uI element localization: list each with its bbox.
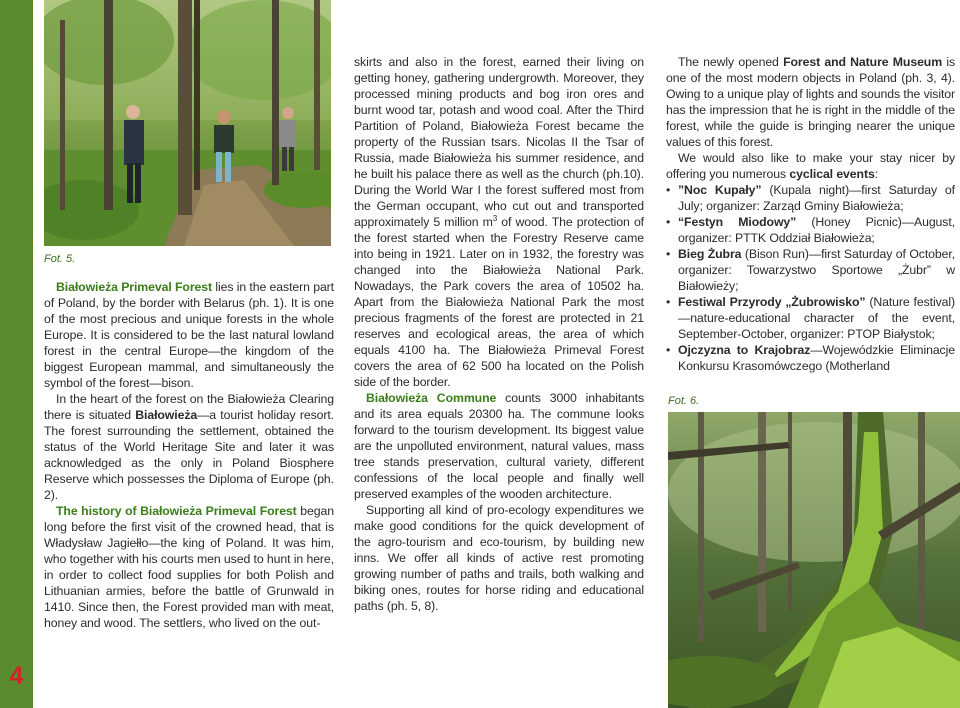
bullet-icon: • (666, 295, 671, 309)
event-details: (Nature festival)—nature-educational character of the event, September-October, organizer: PTOP Białystok; (678, 295, 955, 341)
history-continued-text-b: of wood. The protection of the forest started when the Forestry Reserve came into being in 1921. Later on in 1932, the forestry was changed into the Białowieża National Park. Nowadays, the Park covers the area of 10502 ha. Apart from the Białowieża National Park the most precious fragments of the forest are protected in 21 reserves and ecological areas, the area of which equals 4100 ha. The Białowieża Primeval Forest covers the area of 62 500 ha located on the Polish side of the border. (354, 215, 645, 389)
event-details: (Bison Run)—first Saturday of October, organizer: Towarzystwo Sportowe „Żubr” w Białowieży; (678, 247, 956, 293)
ecology-paragraph: Supporting all kind of pro-ecology expenditures we make good conditions for the quick development of the agro-tourism and eco-tourism, by building new inns. We offer all kinds of active rest promoting growing number of paths and trails, both walking and biking ones, routes for horse riding and educational paths (ph. 5, 8). (354, 503, 644, 613)
list-item (666, 342, 955, 374)
events-intro-text: We would also like to make your stay nicer by offering you numerous (666, 151, 955, 181)
bialowieza-paragraph (44, 391, 334, 503)
event-name: Bieg Żubra (678, 247, 742, 261)
list-item (666, 294, 955, 342)
event-details: (Kupala night)—first Saturday of July; organizer: Zarząd Gminy Białowieża; (678, 183, 955, 213)
events-colon: : (874, 167, 879, 181)
photo-caption-fot-6: Fot. 6. (668, 395, 700, 407)
history-text: began long before the first visit of the crowned head, that is Władysław Jagiełło—the king of Poland. It was him, who together with his courts men used to hunt in here, in order to collect food supplies for both Polish and Lithuanian armies, before the battle of Grunwald in 1410. Since then, the Forest provided man with meat, honey and wood. The settlers, who lived on the out- (44, 504, 334, 630)
event-details: —Wojewódzkie Eliminacje Konkursu Krasomówczego (Motherland (678, 343, 955, 373)
events-intro-paragraph (666, 150, 955, 182)
event-name: “Festyn Miodowy” (678, 215, 797, 229)
museum-text-b: is one of the most modern objects in Poland (ph. 3, 4). Owing to a unique play of lights and sounds the visitor has the impression that he is right in the middle of the forest, while the guide is bringing nearer the unique values of this forest. (666, 55, 956, 149)
events-list (666, 182, 955, 374)
bullet-icon: • (666, 183, 671, 197)
museum-name: Forest and Nature Museum (783, 55, 943, 69)
list-item (666, 214, 955, 246)
bullet-icon: • (666, 215, 671, 229)
page-number: 4 (9, 662, 24, 690)
forest-name-heading: Białowieża Primeval Forest (56, 280, 212, 294)
commune-paragraph (354, 390, 644, 502)
event-name: ”Noc Kupały” (678, 183, 762, 197)
bialowieza-name: Białowieża (135, 408, 198, 422)
museum-paragraph (666, 54, 955, 150)
text-column-1 (44, 279, 334, 631)
history-continued-text-a: skirts and also in the forest, earned their living on getting honey, gathering undergrowth. Moreover, they processed mining products and bog iron ores and burnt wood tar, potash and wood coal. After the Third Partition of Poland, Białowieża Forest became the property of the Russian tsars. Nicolas II the Tsar of Russia, made Białowieża his summer residence, and he built his palace there as well as the church (ph.10). During the World War I the forest suffered most from the German occupant, who cut out and transported approximately 5 million m (354, 55, 644, 229)
list-item (666, 246, 955, 294)
list-item (666, 182, 955, 214)
bullet-icon: • (666, 247, 671, 261)
history-continued-paragraph (354, 54, 644, 390)
history-heading: The history of Białowieża Primeval Forest (56, 504, 297, 518)
intro-paragraph (44, 279, 334, 391)
bialowieza-text-a: In the heart of the forest on the Białowieża Clearing there is situated (44, 392, 334, 422)
event-details: (Honey Picnic)—August, organizer: PTTK Oddział Białowieża; (678, 215, 955, 245)
page-sidebar-strip (0, 0, 33, 708)
photo-caption-fot-5: Fot. 5. (44, 253, 76, 265)
bullet-icon: • (666, 343, 671, 357)
events-heading: cyclical events (789, 167, 875, 181)
event-name: Ojczyzna to Krajobraz (678, 343, 811, 357)
event-name: Festiwal Przyrody „Żubrowisko” (678, 295, 866, 309)
text-column-3 (666, 54, 955, 374)
text-column-2 (354, 54, 644, 614)
history-paragraph (44, 503, 334, 631)
cubic-superscript: 3 (492, 213, 498, 223)
forest-walk-photo (44, 0, 331, 246)
museum-text-a: The newly opened (678, 55, 784, 69)
mossy-forest-photo (668, 412, 960, 708)
intro-text: lies in the eastern part of Poland, by the border with Belarus (ph. 1). It is one of the most precious and unique forests in the whole Europe. It is considered to be the last natural lowland forest in the central Europe—the kingdom of the biggest European mammal, and simultaneously the symbol of the forest—bison. (44, 280, 334, 390)
commune-heading: Białowieża Commune (366, 391, 497, 405)
bialowieza-text-b: —a tourist holiday resort. The forest surrounding the settlement, obtained the status of the World Heritage Site and later it was acknowledged as the only in Poland Biosphere Reserve which possesses the Diploma of Europe (ph. 2). (44, 408, 334, 502)
commune-text: counts 3000 inhabitants and its area equals 20300 ha. The commune looks forward to the tourism development. Its biggest value are the unpolluted environment, natural values, mass tree stands preservation, cultural variety, different confessions of the local people and finally well preserved examples of the wooden architecture. (354, 391, 644, 501)
